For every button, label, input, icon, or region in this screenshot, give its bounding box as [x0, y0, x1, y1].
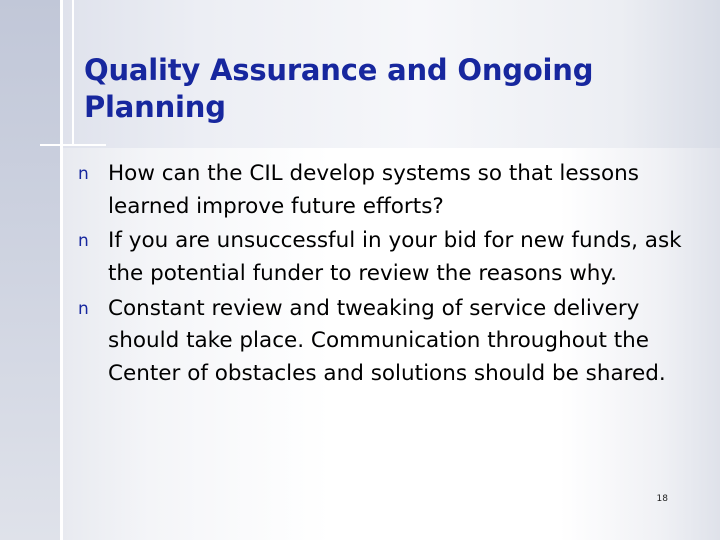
- slide-body: [78, 158, 706, 393]
- list-item: [78, 158, 706, 223]
- bullet-marker-icon: n: [78, 298, 89, 319]
- list-item: [78, 225, 706, 290]
- crosshair-vertical-line: [72, 0, 74, 146]
- bullet-marker-icon: n: [78, 231, 89, 252]
- slide-title: Quality Assurance and Ongoing Planning: [84, 53, 594, 125]
- list-item-text: How can the CIL develop systems so that lessons learned improve future efforts?: [108, 161, 639, 219]
- slide-left-band-edge: [60, 0, 63, 540]
- crosshair-horizontal-line: [40, 144, 106, 146]
- page-number: 18: [656, 494, 668, 504]
- list-item: [78, 293, 706, 391]
- bullet-marker-icon: n: [78, 164, 89, 184]
- list-item-text: If you are unsuccessful in your bid for new funds, ask the potential funder to review the reasons why.: [108, 228, 682, 287]
- list-item-text: Constant review and tweaking of service delivery should take place. Communication throughout the Center of obstacles and solutions should be shared.: [108, 295, 666, 387]
- slide-left-band: [0, 0, 60, 540]
